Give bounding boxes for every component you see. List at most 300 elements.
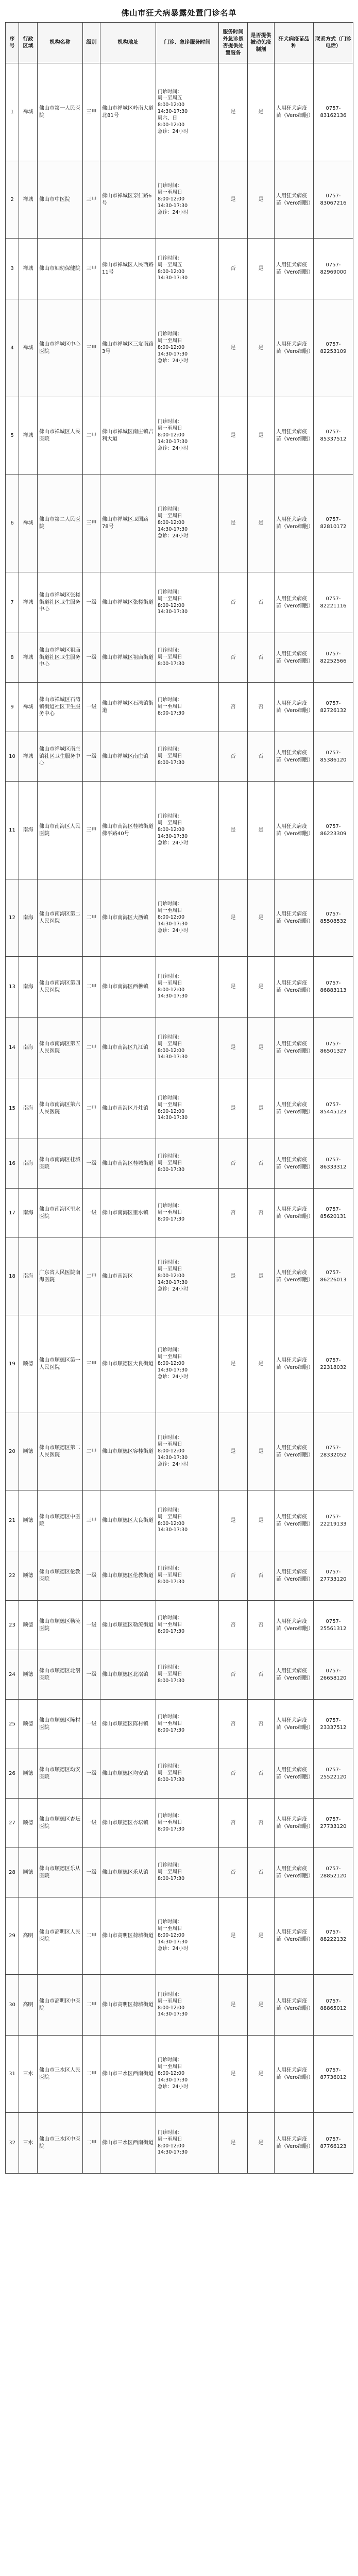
table-header-row [6,23,353,63]
cell-address: 佛山市高明区荷城街道 [100,1975,156,2036]
cell-level: 三甲 [83,474,100,572]
cell-after: 否 [219,1799,248,1848]
cell-address: 佛山市顺德区大良街道 [100,1315,156,1413]
cell-phone: 0757-82810172 [314,474,353,572]
table-row [6,2113,353,2174]
cell-hours: 门诊时间： 周一至周日 8:00-17:30 [156,1700,219,1749]
cell-vaccine: 人用狂犬病疫苗（Vero细胞） [275,1139,314,1189]
cell-no: 10 [6,732,19,782]
cell-name: 佛山市南海区桂城医院 [38,1139,83,1189]
cell-no: 27 [6,1799,19,1848]
cell-phone: 0757-86226013 [314,1238,353,1315]
cell-after: 否 [219,1551,248,1601]
cell-vaccine: 人用狂犬病疫苗（Vero细胞） [275,572,314,633]
cell-immune: 否 [248,572,275,633]
cell-phone: 0757-28852120 [314,1848,353,1897]
column-header: 狂犬病疫苗品种 [275,23,314,63]
cell-immune: 是 [248,397,275,474]
cell-hours: 门诊时间： 周一至周日 8:00-12:00 14:30-17:30 急诊：24小时 [156,299,219,397]
cell-address: 佛山市三水区西南街道 [100,2036,156,2113]
cell-hours: 门诊时间： 周一至周日 8:00-12:00 14:30-17:30 急诊：24小时 [156,397,219,474]
cell-immune: 否 [248,1749,275,1799]
cell-no: 5 [6,397,19,474]
cell-immune: 是 [248,1975,275,2036]
cell-level: 二甲 [83,1078,100,1139]
cell-no: 11 [6,782,19,879]
cell-vaccine: 人用狂犬病疫苗（Vero细胞） [275,1413,314,1490]
cell-vaccine: 人用狂犬病疫苗（Vero细胞） [275,1897,314,1975]
cell-phone: 0757-82253109 [314,299,353,397]
table-row [6,683,353,732]
cell-level: 一级 [83,683,100,732]
cell-level: 一级 [83,1799,100,1848]
cell-address: 佛山市南海区 [100,1238,156,1315]
cell-after: 否 [219,1189,248,1238]
cell-name: 佛山市顺德区勒流医院 [38,1601,83,1650]
cell-level: 一级 [83,1139,100,1189]
cell-phone: 0757-82726132 [314,683,353,732]
cell-immune: 否 [248,732,275,782]
cell-address: 佛山市顺德区北滘镇 [100,1650,156,1700]
cell-vaccine: 人用狂犬病疫苗（Vero细胞） [275,239,314,299]
cell-immune: 是 [248,474,275,572]
cell-vaccine: 人用狂犬病疫苗（Vero细胞） [275,1238,314,1315]
cell-vaccine: 人用狂犬病疫苗（Vero细胞） [275,1848,314,1897]
cell-district: 顺德 [19,1700,38,1749]
cell-address: 佛山市顺德区大良街道 [100,1490,156,1551]
table-row [6,1700,353,1749]
cell-level: 二甲 [83,1018,100,1078]
cell-immune: 是 [248,1315,275,1413]
cell-after: 是 [219,1018,248,1078]
cell-level: 二甲 [83,2113,100,2174]
cell-immune: 是 [248,1238,275,1315]
cell-address: 佛山市禅城区人民西路11号 [100,239,156,299]
cell-no: 6 [6,474,19,572]
cell-district: 南海 [19,782,38,879]
cell-phone: 0757-28332052 [314,1413,353,1490]
cell-immune: 否 [248,1650,275,1700]
table-row [6,161,353,239]
cell-name: 佛山市三水区中医院 [38,2113,83,2174]
cell-hours: 门诊时间： 周一至周日 8:00-12:00 14:30-17:30 急诊：24小时 [156,1897,219,1975]
cell-phone: 0757-86501327 [314,1018,353,1078]
cell-address: 佛山市南海区九江镇 [100,1018,156,1078]
cell-hours: 门诊时间： 周一至周日 8:00-12:00 14:30-17:30 [156,1018,219,1078]
cell-phone: 0757-82252566 [314,633,353,683]
cell-level: 三甲 [83,782,100,879]
cell-phone: 0757-83162136 [314,63,353,161]
cell-immune: 否 [248,1601,275,1650]
cell-vaccine: 人用狂犬病疫苗（Vero细胞） [275,1799,314,1848]
cell-vaccine: 人用狂犬病疫苗（Vero细胞） [275,1078,314,1139]
cell-name: 佛山市第一人民医院 [38,63,83,161]
cell-name: 佛山市南海区第六人民医院 [38,1078,83,1139]
cell-no: 15 [6,1078,19,1139]
clinic-table [5,22,353,2174]
cell-district: 高明 [19,1975,38,2036]
cell-phone: 0757-87736012 [314,2036,353,2113]
cell-immune: 否 [248,683,275,732]
table-row [6,1799,353,1848]
cell-phone: 0757-82221116 [314,572,353,633]
cell-after: 否 [219,1749,248,1799]
cell-no: 13 [6,957,19,1018]
cell-name: 佛山市禅城区南庄镇社区卫生服务中心 [38,732,83,782]
cell-after: 是 [219,474,248,572]
cell-level: 一级 [83,1848,100,1897]
cell-name: 佛山市顺德区陈村医院 [38,1700,83,1749]
cell-address: 佛山市南海区桂城街道佛平路40号 [100,782,156,879]
cell-no: 2 [6,161,19,239]
cell-level: 二甲 [83,1413,100,1490]
cell-immune: 否 [248,1700,275,1749]
cell-after: 是 [219,1413,248,1490]
cell-name: 佛山市顺德区均安医院 [38,1749,83,1799]
cell-no: 30 [6,1975,19,2036]
column-header: 机构名称 [38,23,83,63]
cell-level: 一级 [83,1601,100,1650]
cell-name: 佛山市禅城区中心医院 [38,299,83,397]
cell-level: 二甲 [83,1975,100,2036]
cell-after: 否 [219,1650,248,1700]
table-row [6,782,353,879]
cell-address: 佛山市顺德区杏坛镇 [100,1799,156,1848]
cell-level: 二甲 [83,2036,100,2113]
cell-no: 7 [6,572,19,633]
cell-vaccine: 人用狂犬病疫苗（Vero细胞） [275,1551,314,1601]
table-row [6,299,353,397]
cell-immune: 是 [248,2036,275,2113]
cell-hours: 门诊时间： 周一至周日 8:00-12:00 14:30-17:30 [156,1975,219,2036]
cell-address: 佛山市高明区荷城街道 [100,1897,156,1975]
cell-no: 20 [6,1413,19,1490]
cell-immune: 是 [248,957,275,1018]
table-row [6,1490,353,1551]
cell-name: 广东省人民医院南海医院 [38,1238,83,1315]
table-row [6,1413,353,1490]
cell-address: 佛山市南海区大沥镇 [100,879,156,957]
cell-after: 是 [219,1975,248,2036]
cell-no: 23 [6,1601,19,1650]
cell-immune: 否 [248,1799,275,1848]
cell-address: 佛山市禅城区祖庙街道 [100,633,156,683]
cell-level: 二甲 [83,957,100,1018]
cell-immune: 是 [248,299,275,397]
table-row [6,1975,353,2036]
cell-level: 一级 [83,1700,100,1749]
cell-address: 佛山市顺德区陈村镇 [100,1700,156,1749]
cell-vaccine: 人用狂犬病疫苗（Vero细胞） [275,1700,314,1749]
cell-immune: 是 [248,1490,275,1551]
cell-district: 三水 [19,2036,38,2113]
cell-no: 21 [6,1490,19,1551]
table-row [6,732,353,782]
table-row [6,1238,353,1315]
cell-vaccine: 人用狂犬病疫苗（Vero细胞） [275,397,314,474]
table-row [6,1551,353,1601]
cell-address: 佛山市南海区桂城街道 [100,1139,156,1189]
cell-hours: 门诊时间： 周一至周日 8:00-12:00 14:30-17:30 [156,1078,219,1139]
cell-hours: 门诊时间： 周一至周日 8:00-12:00 14:30-17:30 急诊：24小时 [156,161,219,239]
table-row [6,63,353,161]
cell-vaccine: 人用狂犬病疫苗（Vero细胞） [275,1315,314,1413]
cell-immune: 是 [248,161,275,239]
cell-after: 是 [219,397,248,474]
cell-district: 南海 [19,1018,38,1078]
cell-district: 顺德 [19,1601,38,1650]
cell-address: 佛山市南海区西樵镇 [100,957,156,1018]
cell-immune: 否 [248,1139,275,1189]
table-body [6,63,353,2174]
cell-no: 1 [6,63,19,161]
cell-phone: 0757-85508532 [314,879,353,957]
cell-district: 南海 [19,879,38,957]
column-header: 是否提供被动免疫制剂 [248,23,275,63]
cell-after: 是 [219,63,248,161]
cell-phone: 0757-27733120 [314,1799,353,1848]
cell-district: 禅城 [19,732,38,782]
cell-vaccine: 人用狂犬病疫苗（Vero细胞） [275,879,314,957]
table-row [6,239,353,299]
cell-address: 佛山市禅城区张槎街道 [100,572,156,633]
cell-name: 佛山市禅城区张槎街道社区卫生服务中心 [38,572,83,633]
cell-level: 三甲 [83,299,100,397]
cell-vaccine: 人用狂犬病疫苗（Vero细胞） [275,732,314,782]
table-row [6,1897,353,1975]
cell-name: 佛山市高明区中医院 [38,1975,83,2036]
cell-level: 一级 [83,1650,100,1700]
cell-after: 是 [219,2036,248,2113]
cell-address: 佛山市禅城区岭南大道北81号 [100,63,156,161]
cell-vaccine: 人用狂犬病疫苗（Vero细胞） [275,161,314,239]
cell-vaccine: 人用狂犬病疫苗（Vero细胞） [275,299,314,397]
cell-hours: 门诊时间： 周一至周日 8:00-12:00 14:30-17:30 [156,572,219,633]
cell-no: 28 [6,1848,19,1897]
cell-phone: 0757-86883113 [314,957,353,1018]
cell-hours: 门诊时间： 周一至周五 8:00-12:00 14:30-17:30 周六、日 8:00-12:00 急诊：24小时 [156,63,219,161]
cell-hours: 门诊时间： 周一至周日 8:00-12:00 14:30-17:30 [156,2113,219,2174]
table-row [6,572,353,633]
cell-phone: 0757-88222132 [314,1897,353,1975]
cell-address: 佛山市三水区西南街道 [100,2113,156,2174]
table-row [6,1078,353,1139]
table-row [6,1315,353,1413]
table-row [6,397,353,474]
cell-no: 25 [6,1700,19,1749]
cell-phone: 0757-86223309 [314,782,353,879]
cell-hours: 门诊时间： 周一至周日 8:00-12:00 14:30-17:30 [156,1490,219,1551]
cell-address: 佛山市禅城区亲仁路6号 [100,161,156,239]
cell-name: 佛山市三水区人民医院 [38,2036,83,2113]
cell-vaccine: 人用狂犬病疫苗（Vero细胞） [275,63,314,161]
table-row [6,1749,353,1799]
cell-level: 一级 [83,572,100,633]
cell-hours: 门诊时间： 周一至周日 8:00-17:30 [156,1749,219,1799]
cell-level: 二甲 [83,1897,100,1975]
cell-district: 禅城 [19,683,38,732]
cell-phone: 0757-87766123 [314,2113,353,2174]
cell-address: 佛山市禅城区三友南路3号 [100,299,156,397]
cell-phone: 0757-22318032 [314,1315,353,1413]
cell-district: 禅城 [19,239,38,299]
cell-after: 否 [219,1601,248,1650]
cell-level: 二甲 [83,1238,100,1315]
table-row [6,474,353,572]
cell-vaccine: 人用狂犬病疫苗（Vero细胞） [275,1650,314,1700]
cell-name: 佛山市南海区第五人民医院 [38,1018,83,1078]
cell-vaccine: 人用狂犬病疫苗（Vero细胞） [275,683,314,732]
cell-name: 佛山市顺德区伦教医院 [38,1551,83,1601]
cell-vaccine: 人用狂犬病疫苗（Vero细胞） [275,1018,314,1078]
cell-level: 二甲 [83,879,100,957]
cell-name: 佛山市南海区第四人民医院 [38,957,83,1018]
cell-district: 南海 [19,1189,38,1238]
cell-phone: 0757-85386120 [314,732,353,782]
cell-hours: 门诊时间： 周一至周日 8:00-12:00 14:30-17:30 [156,957,219,1018]
cell-vaccine: 人用狂犬病疫苗（Vero细胞） [275,1490,314,1551]
cell-no: 19 [6,1315,19,1413]
cell-district: 禅城 [19,572,38,633]
table-row [6,1139,353,1189]
cell-address: 佛山市南海区里水镇 [100,1189,156,1238]
cell-after: 否 [219,1139,248,1189]
column-header: 联系方式（门诊电话） [314,23,353,63]
cell-immune: 是 [248,879,275,957]
cell-address: 佛山市顺德区均安镇 [100,1749,156,1799]
cell-district: 顺德 [19,1551,38,1601]
cell-phone: 0757-82969000 [314,239,353,299]
cell-hours: 门诊时间： 周一至周日 8:00-12:00 14:30-17:30 急诊：24小时 [156,1413,219,1490]
cell-name: 佛山市妇幼保健院 [38,239,83,299]
cell-name: 佛山市顺德区第一人民医院 [38,1315,83,1413]
cell-name: 佛山市顺德区中医院 [38,1490,83,1551]
column-header: 门诊、急诊服务时间 [156,23,219,63]
cell-level: 一级 [83,1749,100,1799]
cell-after: 否 [219,1700,248,1749]
cell-immune: 是 [248,782,275,879]
cell-immune: 是 [248,1897,275,1975]
cell-address: 佛山市禅城区南庄镇 [100,732,156,782]
cell-after: 是 [219,1897,248,1975]
cell-phone: 0757-83067216 [314,161,353,239]
cell-after: 是 [219,161,248,239]
cell-no: 4 [6,299,19,397]
cell-hours: 门诊时间： 周一至周日 8:00-12:00 14:30-17:30 急诊：24小时 [156,1238,219,1315]
cell-vaccine: 人用狂犬病疫苗（Vero细胞） [275,1749,314,1799]
cell-after: 是 [219,782,248,879]
cell-vaccine: 人用狂犬病疫苗（Vero细胞） [275,1975,314,2036]
cell-immune: 否 [248,1551,275,1601]
cell-no: 17 [6,1189,19,1238]
cell-district: 南海 [19,1078,38,1139]
cell-phone: 0757-23337512 [314,1700,353,1749]
cell-hours: 门诊时间： 周一至周日 8:00-12:00 14:30-17:30 急诊：24小时 [156,1315,219,1413]
cell-hours: 门诊时间： 周一至周日 8:00-17:30 [156,732,219,782]
cell-after: 否 [219,1848,248,1897]
cell-after: 是 [219,1078,248,1139]
cell-district: 三水 [19,2113,38,2174]
cell-immune: 是 [248,239,275,299]
cell-name: 佛山市南海区人民医院 [38,782,83,879]
cell-after: 是 [219,2113,248,2174]
cell-immune: 否 [248,1189,275,1238]
column-header: 级别 [83,23,100,63]
cell-after: 否 [219,683,248,732]
cell-hours: 门诊时间： 周一至周日 8:00-17:30 [156,1139,219,1189]
cell-name: 佛山市高明区人民医院 [38,1897,83,1975]
cell-after: 是 [219,299,248,397]
cell-name: 佛山市顺德区第二人民医院 [38,1413,83,1490]
cell-name: 佛山市禅城区祖庙街道社区卫生服务中心 [38,633,83,683]
cell-phone: 0757-25561312 [314,1601,353,1650]
cell-vaccine: 人用狂犬病疫苗（Vero细胞） [275,2113,314,2174]
cell-after: 是 [219,1238,248,1315]
cell-name: 佛山市南海区里水医院 [38,1189,83,1238]
cell-immune: 是 [248,1413,275,1490]
cell-phone: 0757-26658120 [314,1650,353,1700]
cell-immune: 是 [248,2113,275,2174]
cell-district: 禅城 [19,299,38,397]
cell-name: 佛山市中医院 [38,161,83,239]
cell-hours: 门诊时间： 周一至周日 8:00-17:30 [156,1601,219,1650]
table-row [6,1601,353,1650]
cell-name: 佛山市禅城区人民医院 [38,397,83,474]
cell-no: 32 [6,2113,19,2174]
cell-immune: 是 [248,1078,275,1139]
cell-after: 是 [219,957,248,1018]
cell-vaccine: 人用狂犬病疫苗（Vero细胞） [275,957,314,1018]
cell-hours: 门诊时间： 周一至周日 8:00-17:30 [156,633,219,683]
cell-after: 否 [219,572,248,633]
cell-immune: 是 [248,1018,275,1078]
cell-name: 佛山市顺德区杏坛医院 [38,1799,83,1848]
column-header: 序号 [6,23,19,63]
cell-district: 顺德 [19,1413,38,1490]
cell-immune: 是 [248,63,275,161]
cell-phone: 0757-22219133 [314,1490,353,1551]
table-row [6,1848,353,1897]
cell-level: 三甲 [83,1315,100,1413]
cell-address: 佛山市顺德区伦教街道 [100,1551,156,1601]
cell-name: 佛山市禅城区石湾镇街道社区卫生服务中心 [38,683,83,732]
cell-district: 顺德 [19,1749,38,1799]
cell-name: 佛山市顺德区乐从医院 [38,1848,83,1897]
cell-hours: 门诊时间： 周一至周日 8:00-12:00 14:30-17:30 急诊：24小时 [156,879,219,957]
cell-level: 三甲 [83,161,100,239]
cell-district: 顺德 [19,1848,38,1897]
page-title: 佛山市狂犬病暴露处置门诊名单 [121,8,237,18]
cell-vaccine: 人用狂犬病疫苗（Vero细胞） [275,1189,314,1238]
cell-vaccine: 人用狂犬病疫苗（Vero细胞） [275,474,314,572]
cell-hours: 门诊时间： 周一至周日 8:00-17:30 [156,1551,219,1601]
table-row [6,879,353,957]
cell-no: 29 [6,1897,19,1975]
cell-district: 南海 [19,1139,38,1189]
cell-district: 顺德 [19,1650,38,1700]
cell-district: 禅城 [19,161,38,239]
cell-district: 南海 [19,957,38,1018]
cell-district: 顺德 [19,1490,38,1551]
cell-phone: 0757-25522120 [314,1749,353,1799]
cell-district: 禅城 [19,474,38,572]
cell-vaccine: 人用狂犬病疫苗（Vero细胞） [275,1601,314,1650]
cell-no: 22 [6,1551,19,1601]
cell-level: 一级 [83,1189,100,1238]
cell-district: 禅城 [19,397,38,474]
cell-after: 否 [219,633,248,683]
cell-after: 是 [219,879,248,957]
